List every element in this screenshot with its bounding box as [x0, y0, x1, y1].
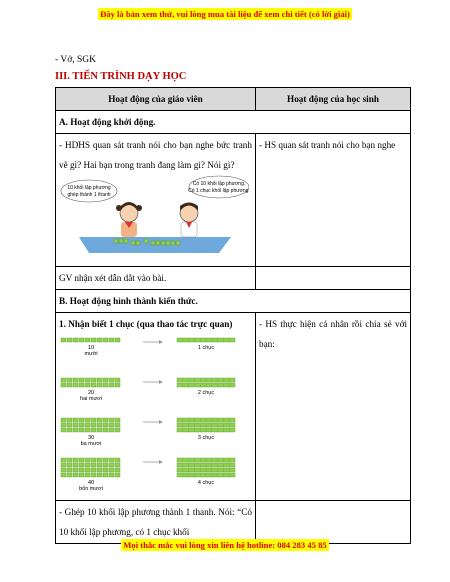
loose-cube — [103, 378, 108, 382]
loose-cube — [103, 468, 108, 472]
loose-cube — [115, 383, 120, 387]
loose-cube — [91, 473, 96, 477]
loose-cube — [61, 468, 66, 472]
tens-word-label: mười — [84, 351, 98, 357]
loose-cube — [109, 428, 114, 432]
loose-cube — [73, 338, 78, 342]
loose-cube — [85, 458, 90, 462]
part-b1-row — [56, 313, 411, 501]
loose-cube — [61, 418, 66, 422]
loose-cube — [67, 468, 72, 472]
loose-cube — [97, 463, 102, 467]
loose-cube — [73, 428, 78, 432]
tens-number-label: 10 — [87, 345, 95, 351]
part-b1-student-cell: - HS thực hiện cá nhân rồi chia sẻ với bạn: — [256, 313, 411, 501]
loose-cube — [85, 463, 90, 467]
loose-cube — [103, 383, 108, 387]
loose-cube — [85, 423, 90, 427]
part-b2-teacher-cell: - Ghép 10 khối lập phương thành 1 thanh. Nói: “Có 10 khối lập phương, có 1 chục khối — [56, 501, 256, 544]
loose-cube — [73, 423, 78, 427]
gv-note: GV nhận xét dẫn dắt vào bài. — [56, 267, 256, 290]
loose-cube — [109, 473, 114, 477]
loose-cube — [91, 378, 96, 382]
student-column-header: Hoạt động của học sinh — [256, 88, 411, 111]
part-a-content-row — [56, 134, 411, 267]
loose-cube — [67, 473, 72, 477]
loose-cube — [103, 418, 108, 422]
loose-cube — [85, 473, 90, 477]
loose-cube — [79, 463, 84, 467]
tens-word-label: ba mươi — [80, 441, 102, 447]
lesson-table — [55, 87, 411, 544]
arrow-head — [159, 380, 163, 384]
loose-cube — [109, 468, 114, 472]
girl-speech-line2: ghép thành 1 thanh — [67, 192, 111, 198]
loose-cube — [67, 463, 72, 467]
loose-cube — [61, 473, 66, 477]
loose-cube — [67, 423, 72, 427]
loose-cube — [115, 428, 120, 432]
loose-cube — [103, 423, 108, 427]
loose-cube — [61, 463, 66, 467]
part-a-heading: A. Hoạt động khởi động. — [56, 111, 411, 134]
loose-cube — [103, 458, 108, 462]
loose-cube — [79, 418, 84, 422]
loose-cube — [103, 428, 108, 432]
teacher-column-header: Hoạt động của giáo viên — [56, 88, 256, 111]
loose-cube — [97, 378, 102, 382]
tens-number-label: 20 — [87, 390, 95, 396]
loose-cube — [91, 458, 96, 462]
boy-speech-bubble — [189, 176, 249, 198]
girl-speech-line1: 10 khối lập phương — [67, 185, 111, 191]
loose-cube — [115, 463, 120, 467]
loose-cube — [79, 338, 84, 342]
gv-note-row — [56, 267, 411, 290]
loose-cube — [85, 418, 90, 422]
loose-cube — [79, 468, 84, 472]
loose-cube — [91, 338, 96, 342]
boy-speech-line1: Có 10 khối lập phương. — [192, 181, 246, 187]
gv-note-student-cell — [256, 267, 411, 290]
kids-illustration — [59, 175, 252, 265]
loose-cube — [109, 378, 114, 382]
tens-figure — [59, 334, 252, 499]
loose-cube — [97, 418, 102, 422]
loose-cube — [97, 428, 102, 432]
tens-word-label: hai mươi — [80, 396, 102, 402]
tens-number-label: 30 — [87, 435, 95, 441]
loose-cube — [73, 383, 78, 387]
loose-cube — [79, 428, 84, 432]
loose-cube — [97, 458, 102, 462]
hotline-footer — [0, 535, 450, 553]
loose-cube — [91, 428, 96, 432]
boy-figure — [180, 203, 198, 238]
loose-cube — [115, 468, 120, 472]
loose-cube — [97, 468, 102, 472]
loose-cube — [73, 473, 78, 477]
loose-cube — [61, 338, 66, 342]
loose-cube — [61, 378, 66, 382]
boy-speech-line2: Có 1 chục khối lập phương. — [188, 188, 249, 194]
tens-number-label: 40 — [87, 480, 95, 486]
loose-cube — [61, 458, 66, 462]
loose-cube — [67, 418, 72, 422]
loose-cube — [73, 463, 78, 467]
tens-word-label: bốn mươi — [79, 486, 103, 492]
loose-cube — [67, 458, 72, 462]
loose-cube — [97, 423, 102, 427]
section-title: III. TIẾN TRÌNH DẠY HỌC — [55, 71, 187, 82]
preview-banner — [0, 4, 450, 22]
loose-cube — [109, 383, 114, 387]
tens-result-label: 2 chục — [197, 390, 215, 396]
loose-cube — [73, 418, 78, 422]
kids-cubes-picture — [59, 175, 249, 263]
loose-cube — [67, 383, 72, 387]
girl-speech-bubble — [61, 180, 117, 202]
loose-cube — [85, 383, 90, 387]
part-b1-teacher-cell — [56, 313, 256, 501]
arrow-head — [159, 420, 163, 424]
loose-cube — [91, 418, 96, 422]
loose-cube — [97, 383, 102, 387]
loose-cube — [79, 473, 84, 477]
part-a-row — [56, 111, 411, 134]
loose-cube — [109, 458, 114, 462]
loose-cube — [67, 338, 72, 342]
loose-cube — [91, 468, 96, 472]
part-b-row — [56, 290, 411, 313]
loose-cube — [61, 423, 66, 427]
loose-cube — [73, 378, 78, 382]
loose-cube — [79, 383, 84, 387]
loose-cube — [115, 423, 120, 427]
loose-cube — [67, 378, 72, 382]
loose-cube — [109, 463, 114, 467]
materials-line: - Vở, SGK — [55, 55, 97, 65]
loose-cube — [67, 428, 72, 432]
loose-cube — [91, 423, 96, 427]
loose-cube — [91, 383, 96, 387]
loose-cube — [85, 378, 90, 382]
loose-cube — [79, 458, 84, 462]
loose-cube — [115, 458, 120, 462]
loose-cube — [109, 338, 114, 342]
arrow-head — [159, 340, 163, 344]
loose-cube — [85, 468, 90, 472]
loose-cube — [79, 378, 84, 382]
part-a-teacher-text: - HDHS quan sát tranh nói cho bạn nghe bức tranh vẽ gì? Hai bạn trong tranh đang làm gì? Nói gì? — [59, 140, 252, 170]
footer-text: Mọi thắc mắc vui lòng xin liên hệ hotline: 084 283 45 85 — [123, 540, 327, 550]
loose-cube — [115, 418, 120, 422]
loose-cube — [91, 463, 96, 467]
tens-grouping-picture — [59, 334, 249, 497]
loose-cube — [115, 378, 120, 382]
loose-cube — [103, 463, 108, 467]
tens-result-label: 3 chục — [197, 435, 215, 441]
loose-cube — [85, 338, 90, 342]
part-b1-title: 1. Nhận biết 1 chục (qua thao tác trực quan) — [59, 319, 233, 329]
loose-cube — [97, 473, 102, 477]
loose-cube — [73, 458, 78, 462]
loose-cube — [61, 383, 66, 387]
loose-cube — [103, 473, 108, 477]
loose-cube — [61, 428, 66, 432]
loose-cube — [109, 418, 114, 422]
loose-cube — [73, 468, 78, 472]
girl-figure — [116, 202, 142, 237]
loose-cube — [79, 423, 84, 427]
loose-cube — [85, 428, 90, 432]
loose-cube — [115, 338, 120, 342]
loose-cube — [109, 423, 114, 427]
part-b-heading: B. Hoạt động hình thành kiến thức. — [56, 290, 411, 313]
arrow-head — [159, 460, 163, 464]
banner-text: Đây là bản xem thử, vui lòng mua tài liệu để xem chi tiết (có lời giải) — [100, 9, 350, 19]
part-a-student-cell: - HS quan sát tranh nói cho bạn nghe — [256, 134, 411, 267]
loose-cube — [103, 338, 108, 342]
tens-result-label: 4 chục — [197, 480, 215, 486]
loose-cube — [115, 473, 120, 477]
part-a-teacher-cell — [56, 134, 256, 267]
table-header-row — [56, 88, 411, 111]
loose-cube — [97, 338, 102, 342]
tens-result-label: 1 chục — [197, 345, 215, 351]
